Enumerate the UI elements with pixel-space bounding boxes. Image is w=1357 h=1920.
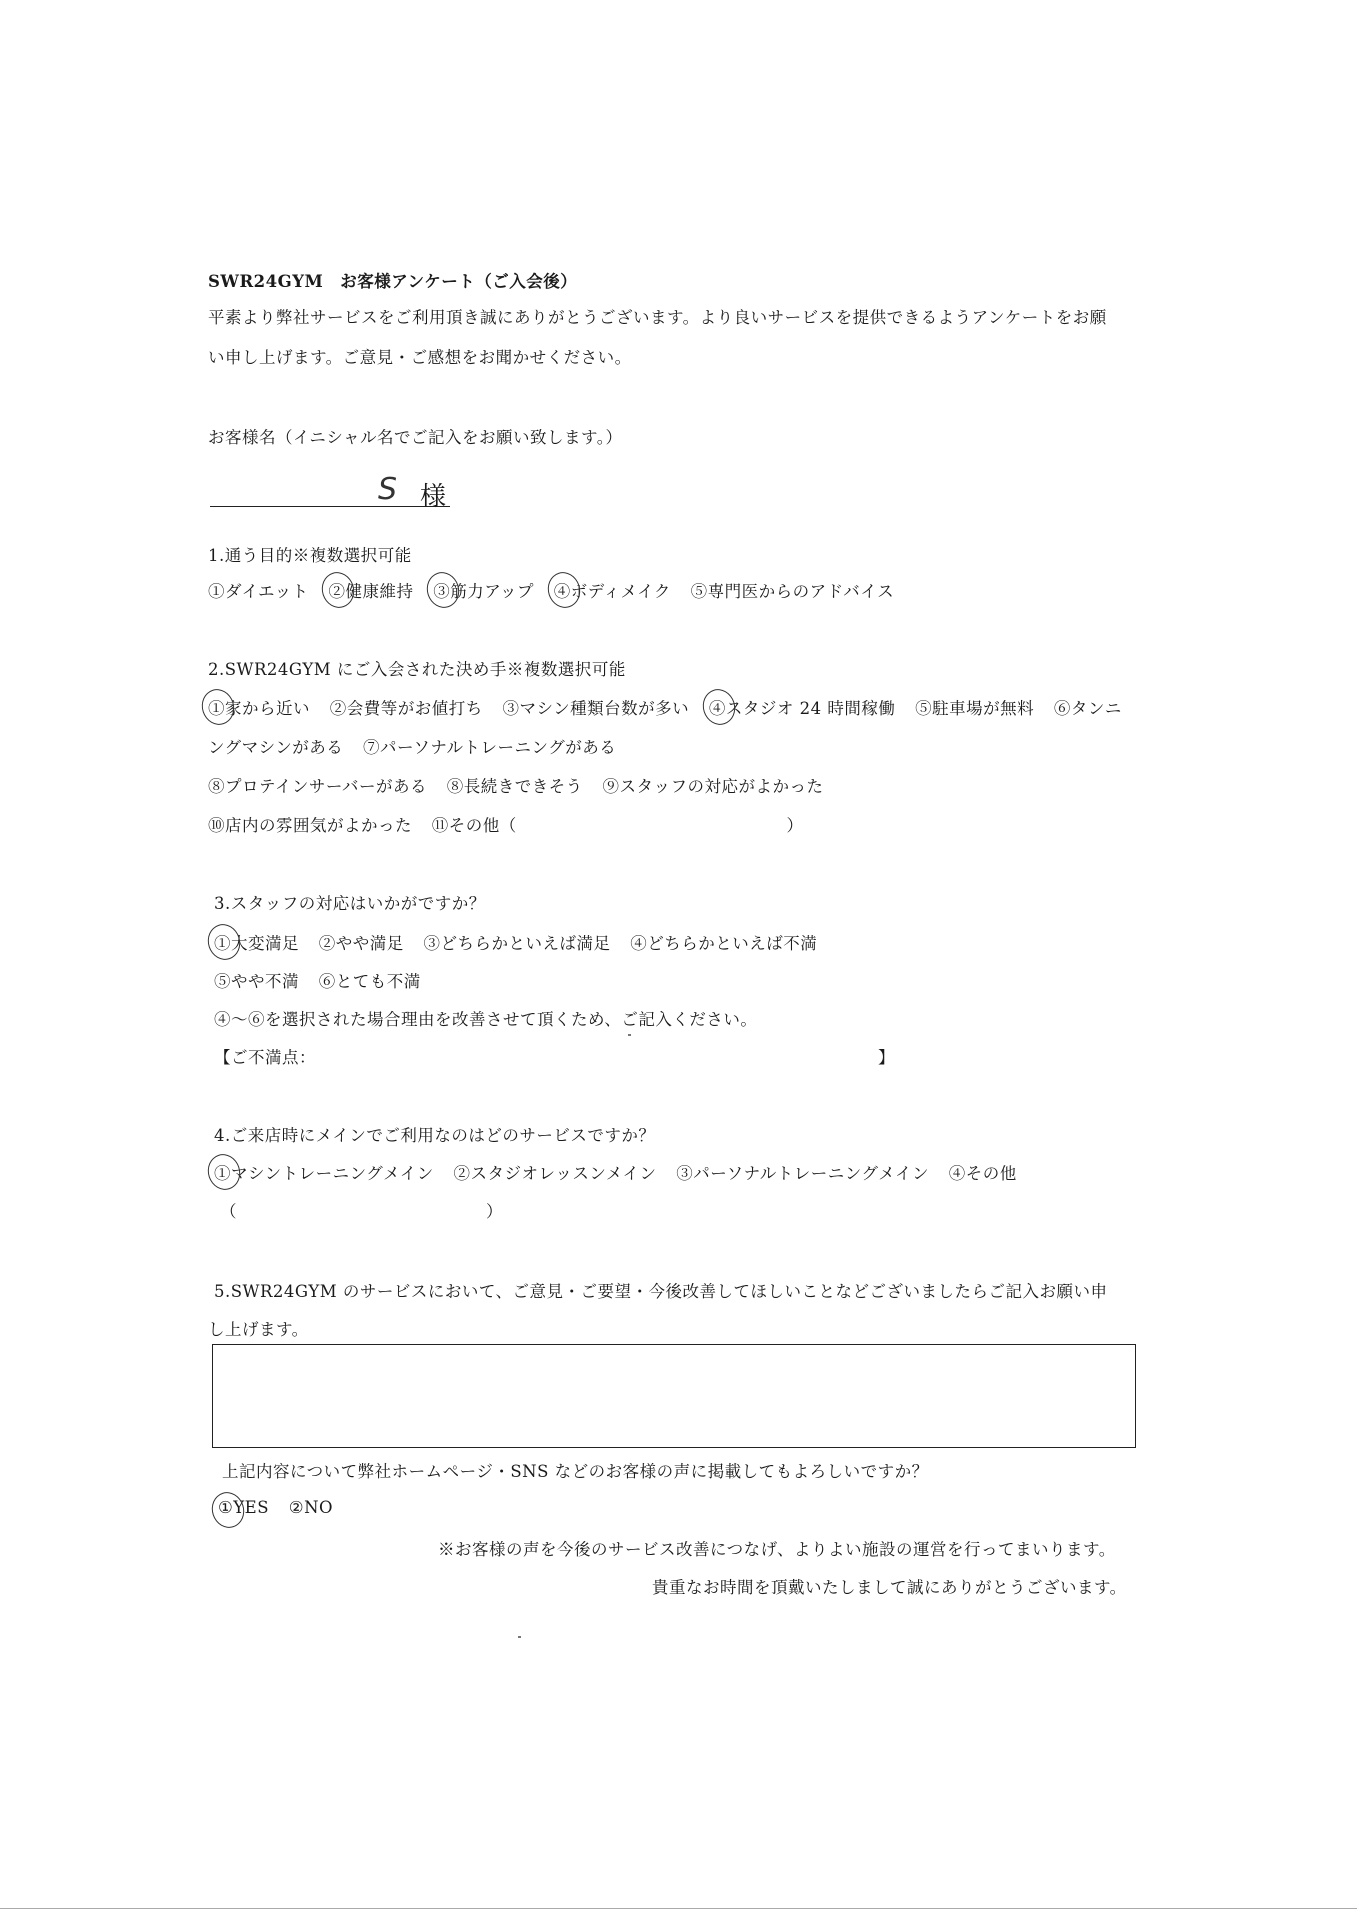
q4-option-other[interactable]: ④その他 bbox=[948, 1164, 1017, 1183]
scan-speck bbox=[628, 1034, 631, 1036]
q1-option-bodymake[interactable]: ④ボディメイク bbox=[554, 578, 671, 602]
q3-option-somewhat-dissatisfied[interactable]: ⑤やや不満 bbox=[214, 972, 299, 991]
footer-note: ※お客様の声を今後のサービス改善につなげ、よりよい施設の運営を行ってまいります。 bbox=[438, 1540, 1116, 1559]
q1-heading: 1.通う目的※複数選択可能 bbox=[208, 546, 412, 565]
q4-option-machine[interactable]: ①マシントレーニングメイン bbox=[214, 1160, 434, 1184]
q1-option-health[interactable]: ②健康維持 bbox=[328, 578, 413, 602]
customer-honorific: 様 bbox=[420, 482, 447, 512]
q3-option-somewhat-satisfied[interactable]: ②やや満足 bbox=[318, 934, 404, 953]
intro-line-1: 平素より弊社サービスをご利用頂き誠にありがとうございます。より良いサービスを提供できるようアンケートをお願 bbox=[208, 308, 1107, 327]
q4-heading: 4.ご来店時にメインでご利用なのはどのサービスですか？ bbox=[214, 1126, 656, 1145]
publish-options bbox=[218, 1498, 347, 1517]
q2-option-fee[interactable]: ②会費等がお値打ち bbox=[329, 699, 483, 718]
q3-option-very-satisfied[interactable]: ①大変満足 bbox=[214, 930, 299, 954]
customer-name-handwritten: S bbox=[378, 472, 398, 507]
q2-option-staff[interactable]: ⑨スタッフの対応がよかった bbox=[602, 777, 824, 796]
q2-option-machines[interactable]: ③マシン種類台数が多い bbox=[502, 699, 690, 718]
q2-options-row-1 bbox=[208, 695, 1136, 719]
q2-options-row-3 bbox=[208, 773, 838, 797]
publish-option-no[interactable]: ②NO bbox=[288, 1498, 334, 1517]
q3-reason-prompt: ④～⑥を選択された場合理由を改善させて頂くため、ご記入ください。 bbox=[214, 1010, 758, 1029]
q2-options-row-2 bbox=[208, 734, 630, 758]
q5-heading-1: 5.SWR24GYM のサービスにおいて、ご意見・ご要望・今後改善してほしいことなどございましたらご記入お願い申 bbox=[214, 1282, 1108, 1301]
q3-heading: 3.スタッフの対応はいかがですか？ bbox=[214, 894, 486, 913]
q4-options bbox=[214, 1160, 1031, 1184]
survey-title: SWR24GYM お客様アンケート（ご入会後） bbox=[208, 272, 578, 291]
q5-answer-box[interactable] bbox=[212, 1344, 1136, 1448]
q2-option-other[interactable]: ⑪その他（ bbox=[431, 816, 517, 835]
q4-other-open: （ bbox=[220, 1202, 237, 1221]
q5-heading-2: し上げます。 bbox=[208, 1320, 309, 1339]
q2-heading: 2.SWR24GYM にご入会された決め手※複数選択可能 bbox=[208, 660, 626, 679]
q3-option-rather-satisfied[interactable]: ③どちらかといえば満足 bbox=[423, 934, 611, 953]
q3-complaint-label: 【ご不満点： bbox=[214, 1048, 316, 1067]
q2-option-tanning[interactable]: ⑥タンニ bbox=[1053, 699, 1122, 718]
intro-line-2: い申し上げます。ご意見・ご感想をお聞かせください。 bbox=[208, 348, 632, 367]
q4-other-field[interactable] bbox=[244, 1198, 484, 1220]
q4-option-personal[interactable]: ③パーソナルトレーニングメイン bbox=[676, 1164, 929, 1183]
q4-other-close: ） bbox=[486, 1202, 503, 1221]
q2-other-close: ） bbox=[786, 816, 804, 835]
q1-option-diet[interactable]: ①ダイエット bbox=[208, 582, 309, 601]
publish-question: 上記内容について弊社ホームページ・SNS などのお客様の声に掲載してもよろしいですか？ bbox=[222, 1462, 929, 1481]
q2-option-protein[interactable]: ⑧プロテインサーバーがある bbox=[208, 777, 428, 796]
q2-option-personal[interactable]: ⑦パーソナルトレーニングがある bbox=[363, 738, 617, 757]
q3-option-very-dissatisfied[interactable]: ⑥とても不満 bbox=[318, 972, 421, 991]
q1-options bbox=[208, 578, 908, 602]
q2-option-studio-24h[interactable]: ④スタジオ 24 時間稼働 bbox=[709, 695, 896, 719]
customer-name-label: お客様名（イニシャル名でご記入をお願い致します。） bbox=[208, 428, 623, 447]
customer-name-field[interactable] bbox=[210, 506, 450, 507]
publish-option-yes[interactable]: ①YES bbox=[218, 1498, 270, 1517]
q4-option-studio[interactable]: ②スタジオレッスンメイン bbox=[453, 1164, 657, 1183]
footer-thanks: 貴重なお時間を頂戴いたしまして誠にありがとうございます。 bbox=[652, 1578, 1127, 1597]
q3-complaint-close: 】 bbox=[878, 1048, 895, 1067]
q2-option-parking[interactable]: ⑤駐車場が無料 bbox=[915, 699, 1035, 718]
q3-complaint-field[interactable] bbox=[336, 1044, 866, 1066]
scan-speck bbox=[518, 1636, 521, 1638]
q3-option-rather-dissatisfied[interactable]: ④どちらかといえば不満 bbox=[630, 934, 818, 953]
q2-option-tanning-cont: ングマシンがある bbox=[208, 738, 344, 757]
q2-options-row-4 bbox=[208, 812, 818, 836]
q3-options-row-2 bbox=[214, 968, 435, 992]
q2-option-long-lasting[interactable]: ⑧長続きできそう bbox=[446, 777, 583, 796]
q2-option-near-home[interactable]: ①家から近い bbox=[208, 695, 310, 719]
q1-option-doctor[interactable]: ⑤専門医からのアドバイス bbox=[690, 582, 895, 601]
q1-option-strength[interactable]: ③筋力アップ bbox=[433, 578, 534, 602]
scan-bottom-edge bbox=[0, 1908, 1357, 1909]
q3-options-row-1 bbox=[214, 930, 831, 954]
q2-option-atmosphere[interactable]: ⑩店内の雰囲気がよかった bbox=[208, 816, 412, 835]
